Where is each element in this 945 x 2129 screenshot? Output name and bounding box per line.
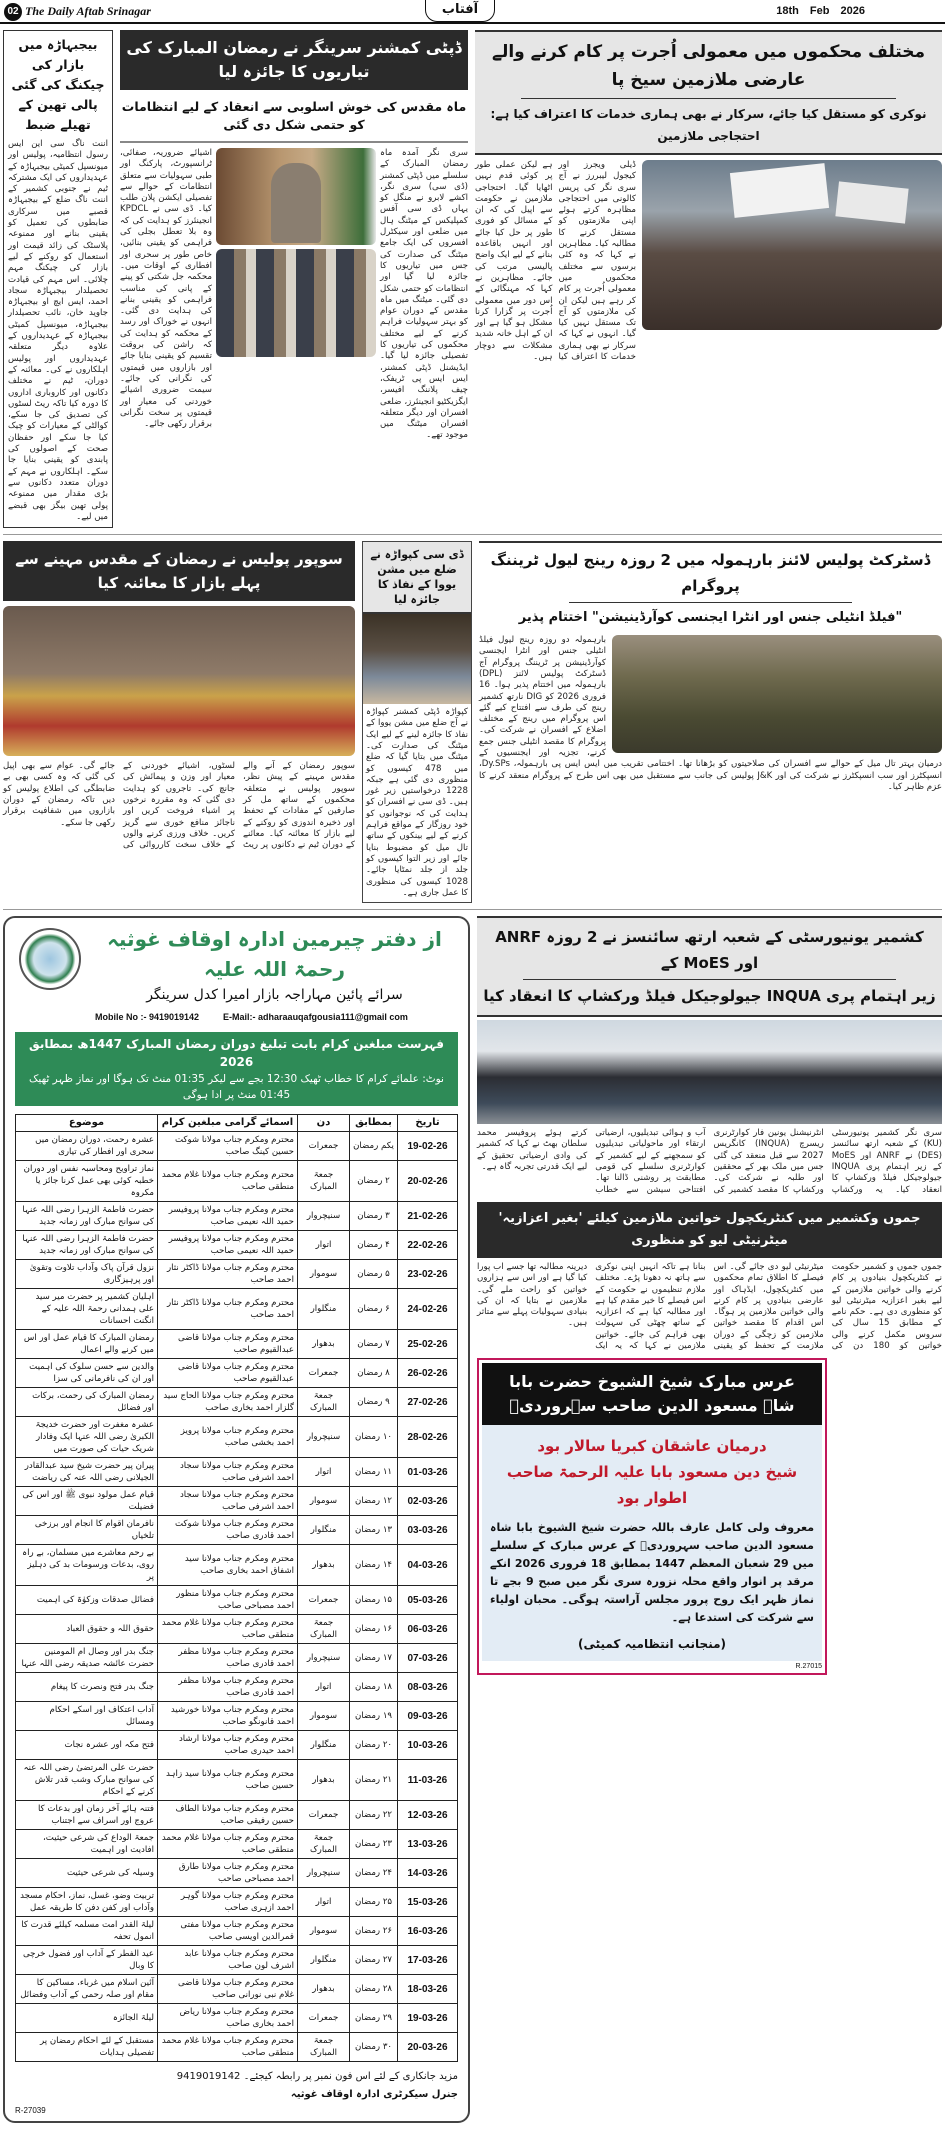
- ramazan-day-cell: ۱۸ رمضان: [350, 1673, 398, 1702]
- paper-logo: آفتاب: [425, 0, 495, 22]
- urs-title: عرس مبارک شیخ الشیوخ حضرت بابا شاہ مسعود الدین صاحب سہروردیؒ: [482, 1363, 822, 1425]
- speaker-cell: محترم ومکرم جناب مولانا مظفر احمد قادری صاحب: [158, 1673, 298, 1702]
- weekday-cell: سنیچروار: [298, 1202, 350, 1231]
- table-row: [16, 1132, 458, 1161]
- weekday-cell: جمعۃ المبارک: [298, 1830, 350, 1859]
- table-row: [16, 1458, 458, 1487]
- weekday-cell: سنیچروار: [298, 1644, 350, 1673]
- date-cell: 10-03-26: [398, 1731, 458, 1760]
- topic-cell: پیران پیر حضرت شیخ سید عبدالقادر الجیلانی رضی اللہ عنہ کی ریاضت: [16, 1458, 158, 1487]
- protest-placard: [730, 163, 829, 218]
- speaker-cell: محترم ومکرم جناب مولانا الطاف حسین رفیقی صاحب: [158, 1801, 298, 1830]
- topic-cell: لیلۃ القدر امت مسلمہ کیلئے قدرت کا انمول تحفہ: [16, 1917, 158, 1946]
- topic-cell: جمعۃ الوداع کی شرعی حیثیت، افادیت اور اہمیت: [16, 1830, 158, 1859]
- jk-headline: جموں وکشمیر میں کنٹریکچول خواتین ملازمین کیلئے 'بغیر اعزازیہ' میٹرنیٹی لیو کو منظوری: [477, 1202, 942, 1258]
- urs-verse-2: شیخ دین مسعود بابا علیہ الرحمۃ صاحب اطوار بود: [506, 1463, 798, 1508]
- speaker-cell: محترم ومکرم جناب مولانا غلام محمد منطقی صاحب: [158, 1161, 298, 1202]
- table-row: [16, 2033, 458, 2062]
- speaker-cell: محترم ومکرم جناب مولانا قاضی عبدالقیوم صاحب: [158, 1330, 298, 1359]
- urs-body: معروف ولی کامل عارف باللہ حضرت شیخ الشیوخ بابا شاہ مسعود الدین صاحب سہروردیؒ کے عرس مبارک کے سلسلے میں 29 شعبان المعظم 1447 بمطابق 18 فروری 2026 انکے مرقد پر انوار واقع محلہ نزورہ سری نگر میں صبح 9 بجے تا نماز ظہر ایک روح پرور مجلس آراستہ ہوگی۔ محبان اولیاء سے شرکت کی استدعا ہے۔: [490, 1521, 814, 1625]
- page-number: 02: [4, 3, 22, 21]
- urs-ref: R.27015: [795, 1663, 822, 1671]
- table-row: [16, 1859, 458, 1888]
- row-middle: [3, 534, 942, 903]
- column-header: تاریخ: [398, 1115, 458, 1132]
- weekday-cell: منگلوار: [298, 1289, 350, 1330]
- topic-cell: فضائل صدقات وزکوٰۃ کی اہمیت: [16, 1586, 158, 1615]
- topic-cell: والدین سے حسن سلوک کی اہمیت اور ان کی نافرمانی کی سزا: [16, 1359, 158, 1388]
- ad-title: از دفتر چیرمین ادارہ اوقاف غوثیہ رحمۃ اللہ علیہ: [107, 927, 442, 982]
- topic-cell: بے رحم معاشرے میں مسلمان، بے راہ روی، بدعات ورسومات بد کی دہلیز پر: [16, 1545, 158, 1586]
- date-cell: 27-02-26: [398, 1388, 458, 1417]
- ramazan-day-cell: ۴ رمضان: [350, 1231, 398, 1260]
- table-row: [16, 1330, 458, 1359]
- casual-header: [475, 30, 942, 155]
- ramazan-day-cell: ۲۲ رمضان: [350, 1801, 398, 1830]
- paper-name: The Daily Aftab Srinagar: [25, 4, 151, 18]
- table-row: [16, 1702, 458, 1731]
- ramazan-day-cell: ۲ رمضان: [350, 1161, 398, 1202]
- masthead: [0, 0, 945, 24]
- weekday-cell: سوموار: [298, 1917, 350, 1946]
- speaker-cell: محترم ومکرم جناب مولانا مظفر احمد قادری صاحب: [158, 1644, 298, 1673]
- table-row: [16, 1161, 458, 1202]
- ramazan-day-cell: ۲۴ رمضان: [350, 1859, 398, 1888]
- ramazan-day-cell: ۲۸ رمضان: [350, 1975, 398, 2004]
- police-header: [479, 541, 942, 630]
- speaker-cell: محترم ومکرم جناب مولانا قاضی عبدالقیوم صاحب: [158, 1359, 298, 1388]
- ku-header: [477, 916, 942, 1017]
- column-header: دن: [298, 1115, 350, 1132]
- table-row: [16, 1202, 458, 1231]
- ramazan-day-cell: ۱۹ رمضان: [350, 1702, 398, 1731]
- banner-title: فہرست مبلغین کرام بابت تبلیغ دوران رمضان المبارک 1447ھ بمطابق 2026: [29, 1037, 444, 1070]
- ad-footer: [15, 2070, 458, 2102]
- ramazan-day-cell: ۱۳ رمضان: [350, 1516, 398, 1545]
- weekday-cell: منگلوار: [298, 1946, 350, 1975]
- date-cell: 14-03-26: [398, 1859, 458, 1888]
- table-row: [16, 1516, 458, 1545]
- dc-headline: ڈپٹی کمشنر سرینگر نے رمضان المبارک کی تیاریوں کا جائزہ لیا: [120, 30, 468, 90]
- ramazan-day-cell: ۲۹ رمضان: [350, 2004, 398, 2033]
- ad-banner: [15, 1032, 458, 1106]
- speaker-cell: محترم ومکرم جناب مولانا غلام محمد منطقی صاحب: [158, 2033, 298, 2062]
- weekday-cell: اتوار: [298, 1673, 350, 1702]
- speaker-cell: محترم ومکرم جناب مولانا گوہر احمد ازہری صاحب: [158, 1888, 298, 1917]
- auqaf-schedule-ad: [3, 916, 470, 2123]
- topic-cell: عشرہ رحمت، دوران رمضان میں سحری اور افطار کی تیاری: [16, 1132, 158, 1161]
- speaker-cell: محترم ومکرم جناب مولانا مفتی قمرالدین اویسی صاحب: [158, 1917, 298, 1946]
- ramazan-day-cell: ۳ رمضان: [350, 1202, 398, 1231]
- ramazan-day-cell: ۸ رمضان: [350, 1359, 398, 1388]
- ad-ref: R-27039: [15, 2106, 46, 2116]
- weekday-cell: منگلوار: [298, 1516, 350, 1545]
- speaker-cell: محترم ومکرم جناب مولانا عابد اشرف لون صاحب: [158, 1946, 298, 1975]
- sopore-body: سوپور رمضان کے آنے والے مقدس مہینے کے پیش نظر، سوپور پولیس نے متعلقہ محکموں کے ساتھ مل کر صارفین کے مفادات کے تحفظ اور ذخیرہ اندوزی کو روکنے کے لیے بازار کا معائنہ کیا۔ معائنے کے دوران ٹیم نے دکانوں پر ریٹ لسٹوں، اشیائے خوردنی کے معیار اور وزن و پیمائش کی جانچ کی۔ تاجروں کو ہدایت دی گئی کہ وہ مقررہ نرخوں پر اشیاء فروخت کریں اور ناجائز منافع خوری سے گریز کریں۔ خلاف ورزی کرنے والوں کے خلاف سخت کارروائی کی جائے گی۔ عوام سے بھی اپیل کی گئی کہ وہ کسی بھی بے ضابطگی کی اطلاع پولیس کو دیں تاکہ رمضان کے دوران بازاروں میں شفافیت برقرار رکھی جا سکے۔: [3, 761, 355, 851]
- protest-photo: [642, 160, 942, 330]
- jk-maternity-story: [477, 1202, 942, 1352]
- date-cell: 25-02-26: [398, 1330, 458, 1359]
- ku-headline: کشمیر یونیورسٹی کے شعبہ ارتھ سائنسز نے 2 روزہ ANRF اور MoES کے: [495, 928, 924, 973]
- issue-date: 18th Feb 2026: [776, 5, 865, 17]
- table-row: [16, 1975, 458, 2004]
- row-top: [3, 30, 942, 528]
- footer-signature: جنرل سیکرٹری ادارہ اوقاف غوثیہ: [290, 2089, 458, 2101]
- kupwara-story: [362, 541, 472, 903]
- casual-headline: مختلف محکموں میں معمولی اُجرت پر کام کرنے والے عارضی ملازمین سیخ پا: [492, 42, 925, 90]
- speaker-cell: محترم ومکرم جناب مولانا غلام محمد منطقی صاحب: [158, 1615, 298, 1644]
- date-cell: 20-03-26: [398, 2033, 458, 2062]
- date-cell: 20-02-26: [398, 1161, 458, 1202]
- weekday-cell: سنیچروار: [298, 1417, 350, 1458]
- date-cell: 04-03-26: [398, 1545, 458, 1586]
- date-cell: 08-03-26: [398, 1673, 458, 1702]
- urs-verse-1: درمیان عاشقان کبریا سالار بود: [537, 1437, 767, 1456]
- date-cell: 07-03-26: [398, 1644, 458, 1673]
- kupwara-body: کپواڑہ ڈپٹی کمشنر کپواڑہ نے آج ضلع میں مشن یووا کے نفاذ کا جائزہ لینے کے لیے ایک میٹنگ کی صدارت کی۔ میٹنگ میں بتایا گیا کہ ضلع میں 478 کیسوں کو منظوری دی گئی ہے جبکہ 1228 درخواستیں زیر غور ہیں۔ ڈی سی نے افسران کو ہدایت کی کہ نوجوانوں کو خود روزگار کے مواقع فراہم کرنے کے لیے بینکوں کے ساتھ تال میل کو مضبوط بنایا جائے اور زیر التوا کیسوں کو جلد از جلد نمٹایا جائے۔ 1028 کیسوں کی منظوری کا عمل جاری ہے۔: [366, 707, 468, 898]
- table-row: [16, 1487, 458, 1516]
- police-photo: [612, 635, 942, 753]
- topic-cell: نافرمان اقوام کا انجام اور برزخی تلخیاں: [16, 1516, 158, 1545]
- sopore-headline: سوپور پولیس نے رمضان کے مقدس مہینے سے پہلے بازار کا معائنہ کیا: [3, 541, 355, 601]
- topic-cell: مستقبل کے لئے احکام رمضان پر تفصیلی ہدایات: [16, 2033, 158, 2062]
- kupwara-photo: [363, 614, 471, 704]
- topic-cell: حضرت فاطمۃ الزہرا رضی اللہ عنہا کی سوانح مبارک اور زمانہ جدید: [16, 1202, 158, 1231]
- speaker-cell: محترم ومکرم جناب مولانا پرویز احمد بخشی صاحب: [158, 1417, 298, 1458]
- weekday-cell: جمعرات: [298, 1132, 350, 1161]
- date-cell: 12-03-26: [398, 1801, 458, 1830]
- table-row: [16, 1231, 458, 1260]
- table-row: [16, 1615, 458, 1644]
- sidebar-story: [3, 30, 113, 528]
- dc-body-right: سری نگر آمدہ ماہ رمضان المبارک کے سلسلے میں ڈپٹی کمشنر (ڈی سی) سری نگر، اکشے لابرو نے منگل کو یہاں ڈی سی آفس کمپلیکس کے میٹنگ ہال میں ضلعی اور سیکٹرل افسروں کی ایک جامع میٹنگ کی صدارت کی جس میں تیاریوں کا جائزہ لیا گیا اور انتظامات کو حتمی شکل دی گئی۔ میٹنگ میں ماہ مقدس کے دوران عوام کو بہتر سہولیات فراہم کرنے کے لیے مختلف محکموں کی تیاریوں کا تفصیلی جائزہ لیا گیا۔ ایڈیشنل ڈپٹی کمشنر، ایس ایس پی ٹریفک، چیف پلاننگ افیسر، ایگزیکٹیو انجینئرز، ضلعی افسران اور دیگر متعلقہ افسران میٹنگ میں موجود تھے۔: [380, 148, 468, 441]
- person-figure: [271, 163, 321, 243]
- topic-cell: تربیت وضو، غسل، نماز، احکام مسجد وآداب اور کفن دفن کا طریقہ عمل: [16, 1888, 158, 1917]
- table-row: [16, 1388, 458, 1417]
- table-row: [16, 1888, 458, 1917]
- ku-group-photo: [477, 1020, 942, 1124]
- casual-columns: [475, 160, 942, 363]
- footer-contact: مزید جانکاری کے لئے اس فون نمبر پر رابطہ کیجئے۔ 9419019142: [176, 2071, 458, 2083]
- table-row: [16, 1545, 458, 1586]
- ramazan-day-cell: ۱۵ رمضان: [350, 1586, 398, 1615]
- ramazan-day-cell: ۲۷ رمضان: [350, 1946, 398, 1975]
- ramazan-day-cell: ۲۵ رمضان: [350, 1888, 398, 1917]
- ramazan-day-cell: ۱۷ رمضان: [350, 1644, 398, 1673]
- ad-contact-row: [95, 1012, 458, 1022]
- date-cell: 17-03-26: [398, 1946, 458, 1975]
- table-row: [16, 1917, 458, 1946]
- ramazan-day-cell: ۵ رمضان: [350, 1260, 398, 1289]
- police-headline: ڈسٹرکٹ پولیس لائنز بارہمولہ میں 2 روزہ رینج لیول ٹریننگ پروگرام: [490, 551, 931, 596]
- kupwara-headline: ڈی سی کپواڑہ نے ضلع میں مشن یووا کے نفاذ کا جائزہ لیا: [363, 542, 471, 614]
- topic-cell: عید الفطر کے آداب اور فضول خرچی کا وبال: [16, 1946, 158, 1975]
- weekday-cell: جمعرات: [298, 1359, 350, 1388]
- dc-body-left: اشیائے ضروریہ، صفائی، ٹرانسپورٹ، پارکنگ اور طبی سہولیات سے متعلق انتظامات کے حوالے سے تفصیلی ایکشن پلان طلب کیا۔ ڈی سی نے KPDCL انجینئرز کو ہدایت کی کہ وہ بلا تعطل بجلی کی فراہمی کو یقینی بنائیں، خاص طور پر سحری اور افطاری کے اوقات میں۔ محکمہ جل شکتی کو پینے کے پانی کی مناسب فراہمی کو یقینی بنانے کی ہدایت دی گئی۔ انہوں نے خوراک اور رسد کے محکمہ کو ہدایت کی کہ راشن کی بروقت تقسیم کو یقینی بنایا جائے اور بازاروں میں قیمتوں کی نگرانی کی جائے۔ سیمت ضروری اشیائے خوردنی کی معیار اور قیمتوں پر سخت نگرانی برقرار رکھی جائے۔: [120, 148, 212, 430]
- speaker-cell: محترم ومکرم جناب مولانا منظور احمد مصباحی صاحب: [158, 1586, 298, 1615]
- topic-cell: اہلیان کشمیر پر حضرت میر سید علی ہمدانی رحمۃ اللہ علیہ کے انگنت احسانات: [16, 1289, 158, 1330]
- table-row: [16, 1417, 458, 1458]
- weekday-cell: جمعۃ المبارک: [298, 1615, 350, 1644]
- banner-note: نوٹ: علمائے کرام کا خطاب ٹھیک 12:30 بجے سے لیکر 01:35 منٹ تک ہوگا اور نماز ظہر ٹھیک 01:45 منٹ پر ادا ہوگی: [29, 1073, 444, 1102]
- speaker-cell: محترم ومکرم جناب مولانا ارشاد احمد حیدری صاحب: [158, 1731, 298, 1760]
- speaker-cell: محترم ومکرم جناب مولانا پروفیسر حمید اللہ نعیمی صاحب: [158, 1231, 298, 1260]
- speaker-cell: محترم ومکرم جناب مولانا طارق احمد مصباحی صاحب: [158, 1859, 298, 1888]
- date-cell: 19-02-26: [398, 1132, 458, 1161]
- table-row: [16, 1760, 458, 1801]
- topic-cell: آداب اعتکاف اور اسکے احکام ومسائل: [16, 1702, 158, 1731]
- divider: [521, 98, 896, 99]
- protest-placard: [835, 181, 908, 223]
- dc-photo-main: [216, 148, 376, 245]
- weekday-cell: جمعۃ المبارک: [298, 1161, 350, 1202]
- table-row: [16, 1801, 458, 1830]
- topic-cell: فتنہ ہائے آخر زمان اور بدعات کا عروج اور اسراف سے اجتناب: [16, 1801, 158, 1830]
- table-row: [16, 1289, 458, 1330]
- weekday-cell: سنیچروار: [298, 1859, 350, 1888]
- weekday-cell: سوموار: [298, 1487, 350, 1516]
- ramazan-day-cell: ۱۶ رمضان: [350, 1615, 398, 1644]
- dc-photos: [216, 148, 376, 357]
- column-header: بمطابق: [350, 1115, 398, 1132]
- weekday-cell: بدھوار: [298, 1975, 350, 2004]
- weekday-cell: جمعرات: [298, 1801, 350, 1830]
- row-bottom: [3, 909, 942, 2123]
- speaker-cell: محترم ومکرم جناب مولانا سجاد احمد اشرفی صاحب: [158, 1487, 298, 1516]
- weekday-cell: اتوار: [298, 1458, 350, 1487]
- divider: [120, 141, 468, 143]
- weekday-cell: بدھوار: [298, 1760, 350, 1801]
- market-photo: [3, 606, 355, 756]
- weekday-cell: بدھوار: [298, 1330, 350, 1359]
- urs-ad: [477, 1358, 827, 1675]
- ramazan-day-cell: ۹ رمضان: [350, 1388, 398, 1417]
- topic-cell: رمضان المبارک کا قیام عمل اور اس میں کرنے والے اعمال: [16, 1330, 158, 1359]
- speaker-cell: محترم ومکرم جناب مولانا قاضی غلام نبی نورانی صاحب: [158, 1975, 298, 2004]
- topic-cell: فتح مکہ اور عشرہ نجات: [16, 1731, 158, 1760]
- topic-cell: حضرت فاطمۃ الزہرا رضی اللہ عنہا کی سوانح مبارک اور زمانہ جدید: [16, 1231, 158, 1260]
- weekday-cell: بدھوار: [298, 1545, 350, 1586]
- topic-cell: جنگ بدر فتح ونصرت کا پیغام: [16, 1673, 158, 1702]
- schedule-table-wrap: [15, 1114, 458, 2062]
- ramazan-day-cell: ۲۳ رمضان: [350, 1830, 398, 1859]
- police-subhead: "فیلڈ انٹیلی جنس اور انٹرا ایجنسی کوآرڈینیشن" اختتام پذیر: [518, 610, 903, 626]
- weekday-cell: سوموار: [298, 1702, 350, 1731]
- date-cell: 01-03-26: [398, 1458, 458, 1487]
- table-row: [16, 1830, 458, 1859]
- table-row: [16, 1673, 458, 1702]
- ad-mobile: Mobile No :- 9419019142: [95, 1012, 200, 1023]
- date-cell: 26-02-26: [398, 1359, 458, 1388]
- topic-cell: حقوق اللہ و حقوق العباد: [16, 1615, 158, 1644]
- speaker-cell: محترم ومکرم جناب مولانا شوکت احمد قادری صاحب: [158, 1516, 298, 1545]
- police-content: [479, 635, 942, 793]
- table-row: [16, 1359, 458, 1388]
- date-cell: 19-03-26: [398, 2004, 458, 2033]
- schedule-table: [15, 1114, 458, 2062]
- topic-cell: وسیلہ کی شرعی حیثیت: [16, 1859, 158, 1888]
- weekday-cell: جمعۃ المبارک: [298, 2033, 350, 2062]
- police-body: بارہمولہ دو روزہ رینج لیول فیلڈ انٹیلی جنس اور انٹرا ایجنسی کوآرڈینیشن پر ٹریننگ پروگرام آج ڈسٹرکٹ پولیس لائنز (DPL) بارہمولہ میں اختتام پذیر ہوا۔ 16 فروری 2026 کو DIG نارتھ کشمیر رینج کی طرف سے افتتاح کیے گئے اس پروگرام میں رینج کے مختلف اضلاع کے افسران نے شرکت کی۔ پروگرام کا مقصد انٹیلی جنس جمع کرنے، تجزیہ اور ایجنسیوں کے درمیان بہتر تال میل کے حوالے سے افسران کی صلاحیتوں کو بڑھانا تھا۔ اختتامی تقریب میں ایس ایس پی بارہمولہ، Dy.SPs، انسپکٹرز اور سب انسپکٹرز نے شرکت کی اور J&K پولیس کی جانب سے مستقبل میں بھی اس طرح کے پروگرام منعقد کرنے کا عزم ظاہر کیا۔: [479, 635, 942, 792]
- weekday-cell: سوموار: [298, 1260, 350, 1289]
- weekday-cell: جمعرات: [298, 2004, 350, 2033]
- date-cell: 02-03-26: [398, 1487, 458, 1516]
- speaker-cell: محترم ومکرم جناب مولانا سید زاہد حسین صاحب: [158, 1760, 298, 1801]
- date-cell: 06-03-26: [398, 1615, 458, 1644]
- headline-line: بیجبہاڑہ میں بازار کی: [18, 37, 98, 72]
- headline-line: پالی تھین کے تھیلے ضبط: [18, 97, 98, 132]
- date-cell: 16-03-26: [398, 1917, 458, 1946]
- casual-labour-story: [475, 30, 942, 363]
- speaker-cell: محترم ومکرم جناب مولانا ڈاکٹر نثار احمد صاحب: [158, 1260, 298, 1289]
- date-cell: 09-03-26: [398, 1702, 458, 1731]
- ad-email[interactable]: E-Mail:- adharaauqafgousia111@gmail com: [223, 1012, 408, 1023]
- ramazan-day-cell: ۱۴ رمضان: [350, 1545, 398, 1586]
- topic-cell: جنگ بدر اور وصال ام المومنین حضرت عائشہ صدیقہ رضی اللہ عنہا: [16, 1644, 158, 1673]
- date-cell: 28-02-26: [398, 1417, 458, 1458]
- table-row: [16, 1644, 458, 1673]
- dc-photo-meeting: [216, 249, 376, 357]
- police-training-story: [479, 541, 942, 793]
- table-header-row: [16, 1115, 458, 1132]
- casual-subhead: نوکری کو مستقل کیا جائے، سرکار نے بھی ہماری خدمات کا اعتراف کیا ہے: احتجاجی ملازمین: [490, 107, 927, 143]
- sidebar-headline: [8, 35, 108, 135]
- speaker-cell: محترم ومکرم جناب مولانا پروفیسر حمید اللہ نعیمی صاحب: [158, 1202, 298, 1231]
- urs-body-panel: [482, 1425, 822, 1661]
- ad-address: سرائے پائین مہاراجہ بازار امیرا کدل سرینگر: [146, 987, 403, 1004]
- divider: [523, 979, 896, 980]
- topic-cell: حضرت علی المرتضیٰ رضی اللہ عنہ کی سوانح مبارک وشب قدر تلاش کرنے کے احکام: [16, 1760, 158, 1801]
- speaker-cell: محترم ومکرم جناب مولانا شوکت حسین کینگ صاحب: [158, 1132, 298, 1161]
- topic-cell: قیام عمل مولود نبوی ﷺ اور اس کی فضیلت: [16, 1487, 158, 1516]
- ramazan-day-cell: ۲۰ رمضان: [350, 1731, 398, 1760]
- jk-body: جموں جموں و کشمیر حکومت نے کنٹریکچول بنیادوں پر کام کرنے والی خواتین ملازمین کے لیے بغیر اعزازیہ میٹرنیٹی لیو کو منظوری دی ہے۔ حکم نامے کے مطابق 15 سال کی سروس مکمل کرنے والی خواتین کو 180 دن کی میٹرنیٹی لیو دی جائے گی۔ اس فیصلے کا اطلاق تمام محکموں میں کنٹریکچول، ایڈہاک اور عارضی بنیادوں پر کام کرنے والی خواتین ملازمین پر ہوگا۔ اس اقدام کا مقصد خواتین ملازمین کو زچگی کے دوران ملازمت کے تحفظ کو یقینی بنانا ہے تاکہ انہیں اپنی نوکری سے ہاتھ نہ دھونا پڑے۔ مختلف ملازم تنظیموں نے حکومت کے اس فیصلے کا خیر مقدم کیا ہے اور مطالبہ کیا ہے کہ اعزازیہ کے ساتھ چھٹی کی سہولت بھی فراہم کی جائے۔ خواتین ملازمین نے کہا کہ یہ ایک دیرینہ مطالبہ تھا جسے اب پورا کیا گیا ہے اور اس سے ہزاروں خواتین کو راحت ملے گی۔ ملازمین نے بتایا کہ ان کی بنیادی سہولیات پہلے سے متاثر ہیں۔: [477, 1261, 943, 1351]
- ramazan-day-cell: ۱۲ رمضان: [350, 1487, 398, 1516]
- auqaf-emblem: [19, 928, 81, 990]
- topic-cell: لیلۃ الجائزہ: [16, 2004, 158, 2033]
- date-cell: 13-03-26: [398, 1830, 458, 1859]
- topic-cell: آئین اسلام میں غرباء، مساکین کا مقام اور صلہ رحمی کے آداب وفضائل: [16, 1975, 158, 2004]
- table-row: [16, 1946, 458, 1975]
- date-cell: 24-02-26: [398, 1289, 458, 1330]
- topic-cell: نماز تراویح ومحاسبہ نفس اور دوران خطبہ کوئی بھی عمل کرنا جائز یا مکروہ: [16, 1161, 158, 1202]
- ramazan-day-cell: ۱۱ رمضان: [350, 1458, 398, 1487]
- weekday-cell: جمعرات: [298, 1586, 350, 1615]
- urs-signoff: (منجانب انتظامیہ کمیٹی): [577, 1637, 727, 1652]
- speaker-cell: محترم ومکرم جناب مولانا ڈاکٹر نثار احمد صاحب: [158, 1289, 298, 1330]
- date-cell: 03-03-26: [398, 1516, 458, 1545]
- speaker-cell: محترم ومکرم جناب مولانا غلام محمد منطقی صاحب: [158, 1830, 298, 1859]
- date-cell: 21-02-26: [398, 1202, 458, 1231]
- ku-workshop-story: [477, 916, 942, 1196]
- dc-story: [120, 30, 468, 442]
- table-row: [16, 1586, 458, 1615]
- date-cell: 22-02-26: [398, 1231, 458, 1260]
- date-cell: 15-03-26: [398, 1888, 458, 1917]
- speaker-cell: محترم ومکرم جناب مولانا سید اشفاق احمد بخاری صاحب: [158, 1545, 298, 1586]
- ramazan-day-cell: ۲۱ رمضان: [350, 1760, 398, 1801]
- date-cell: 11-03-26: [398, 1760, 458, 1801]
- dc-columns: [120, 148, 468, 442]
- ramazan-day-cell: ۶ رمضان: [350, 1289, 398, 1330]
- sopore-story: [3, 541, 355, 851]
- speaker-cell: محترم ومکرم جناب مولانا ریاض احمد بخاری صاحب: [158, 2004, 298, 2033]
- ramazan-day-cell: ۲۶ رمضان: [350, 1917, 398, 1946]
- casual-body: ڈیلی ویجرز اور کیجول لیبررز نے آج سری نگر کی پریس کالونی میں احتجاجی مظاہرہ کرتے ہوئے اپنی ملازمتوں کو مستقل کرنے کا مطالبہ کیا۔ مظاہرین نے کہا کہ وہ کئی برسوں سے مختلف محکموں میں معمولی اُجرت پر کام کر رہے ہیں لیکن ان کی ملازمتوں کو آج تک مستقل نہیں کیا گیا۔ انہوں نے کہا کہ سرکار نے بھی ہماری خدمات کا اعتراف کیا ہے لیکن عملی طور پر کوئی قدم نہیں اٹھایا گیا۔ احتجاجی ملازمین نے حکومت سے اپیل کی کہ ان کے مسائل کو فوری طور پر حل کیا جائے اور انہیں باقاعدہ بنانے کے لیے ایک واضح پالیسی مرتب کی جائے۔ مظاہرین نے کہا کہ مہنگائی کے اس دور میں معمولی اُجرت پر گزارا کرنا مشکل ہو گیا ہے اور ان کے اہل خانہ شدید مشکلات سے دوچار ہیں۔: [475, 160, 636, 363]
- weekday-cell: جمعۃ المبارک: [298, 1388, 350, 1417]
- ramazan-day-cell: ۳۰ رمضان: [350, 2033, 398, 2062]
- speaker-cell: محترم ومکرم جناب مولانا خورشید احمد قانونگو صاحب: [158, 1702, 298, 1731]
- date-cell: 23-02-26: [398, 1260, 458, 1289]
- ku-subhead: زیر اہتمام پری INQUA جیولوجیکل فیلڈ ورکشاپ کا انعقاد کیا: [483, 987, 936, 1006]
- divider: [569, 602, 852, 603]
- ramazan-day-cell: ۱۰ رمضان: [350, 1417, 398, 1458]
- page-content: [0, 30, 945, 2129]
- speaker-cell: محترم ومکرم جناب مولانا الحاج سید گلزار احمد بخاری صاحب: [158, 1388, 298, 1417]
- table-row: [16, 1260, 458, 1289]
- column-header: موضوع: [16, 1115, 158, 1132]
- table-row: [16, 1731, 458, 1760]
- ramazan-day-cell: یکم رمضان: [350, 1132, 398, 1161]
- topic-cell: نزول قرآن پاک وآداب تلاوت وتقویٰ اور پرہیزگاری: [16, 1260, 158, 1289]
- column-header: اسمائے گرامی مبلغین کرام: [158, 1115, 298, 1132]
- topic-cell: رمضان المبارک کی رحمت، برکات اور فضائل: [16, 1388, 158, 1417]
- ku-body: سری نگر کشمیر یونیورسٹی (KU) کے شعبہ ارتھ سائنسز (DES) نے ANRF اور MoES کے زیر اہتمام پری INQUA جیولوجیکل فیلڈ ورکشاپ کا انعقاد کیا۔ یہ ورکشاپ انٹرنیشنل یونین فار کوارٹرنری ریسرچ (INQUA) کانگریس 2027 سے قبل منعقد کی گئی جس میں ملک بھر کے محققین اور طلبہ نے شرکت کی۔ ورکشاپ کا مقصد کشمیر کی آب و ہوائی تبدیلیوں، ارضیاتی ارتقاء اور ماحولیاتی تبدیلیوں کو سمجھنے کے لیے کشمیر کے کوارٹرنری سلسلے کی قومی مطابقت پر روشنی ڈالنا تھا۔ افتتاحی سیشن سے خطاب کرتے ہوئے پروفیسر محمد سلطان بھٹ نے کہا کہ کشمیر کی وادی ارضیاتی تحقیق کے لیے ایک قدرتی تجربہ گاہ ہے۔: [477, 1128, 943, 1195]
- speaker-cell: محترم ومکرم جناب مولانا سجاد احمد اشرفی صاحب: [158, 1458, 298, 1487]
- ramazan-day-cell: ۷ رمضان: [350, 1330, 398, 1359]
- headline-line: چیکنگ کی گئی: [11, 77, 105, 92]
- dc-subhead: ماہ مقدس کی خوش اسلوبی سے انعقاد کے لیے انتظامات کو حتمی شکل دی گئی: [121, 99, 467, 132]
- weekday-cell: اتوار: [298, 1888, 350, 1917]
- right-column: [477, 916, 942, 1675]
- weekday-cell: منگلوار: [298, 1731, 350, 1760]
- topic-cell: عشرہ مغفرت اور حضرت خدیجۃ الکبریٰ رضی اللہ عنہا ایک وفادار شریک حیات کی صورت میں: [16, 1417, 158, 1458]
- sidebar-body: اننت ناگ سی این ایس رسول انتظامیہ، پولیس اور میونسپل کمیٹی بیجبہاڑہ کے عہدیداروں کی ایک مشترکہ ٹیم نے جنوبی کشمیر کے اننت ناگ ضلع کے بیجبہاڑہ قصبے میں سرکاری ضابطوں کی تعمیل کو یقینی بنانے اور ممنوعہ پلاسٹک کی زائد قیمت اور استعمال کو روکنے کے لیے بازار کی چیکنگ مہم چلائی۔ اس مہم کی قیادت تحصیلدار بیجبہاڑہ سجاد احمد، ایس ایچ او بیجبہاڑہ جاوید خان، نائب تحصیلدار بیجبہاڑہ، میونسپل کمیٹی بیجبہاڑہ کے عہدیداروں کے علاوہ دیگر متعلقہ عہدیداروں اور پولیس اہلکاروں نے کی۔ معائنہ کے دوران، ٹیم نے مختلف دکانوں اور کاروباری اداروں کا دورہ کیا تاکہ ریٹ لسٹوں کی تصدیق کی جا سکے، کوالٹی کے معیارات کو چیک کیا جا سکے اور حفظان صحت کے اصولوں کی پابندی کو یقینی بنایا جا سکے۔ اہلکاروں نے مہم کے دوران متعدد دکانوں سے بڑی مقدار میں ممنوعہ پولی تھین بیگز بھی قبضے میں لیے۔: [8, 139, 108, 522]
- date-cell: 05-03-26: [398, 1586, 458, 1615]
- weekday-cell: اتوار: [298, 1231, 350, 1260]
- table-row: [16, 2004, 458, 2033]
- date-cell: 18-03-26: [398, 1975, 458, 2004]
